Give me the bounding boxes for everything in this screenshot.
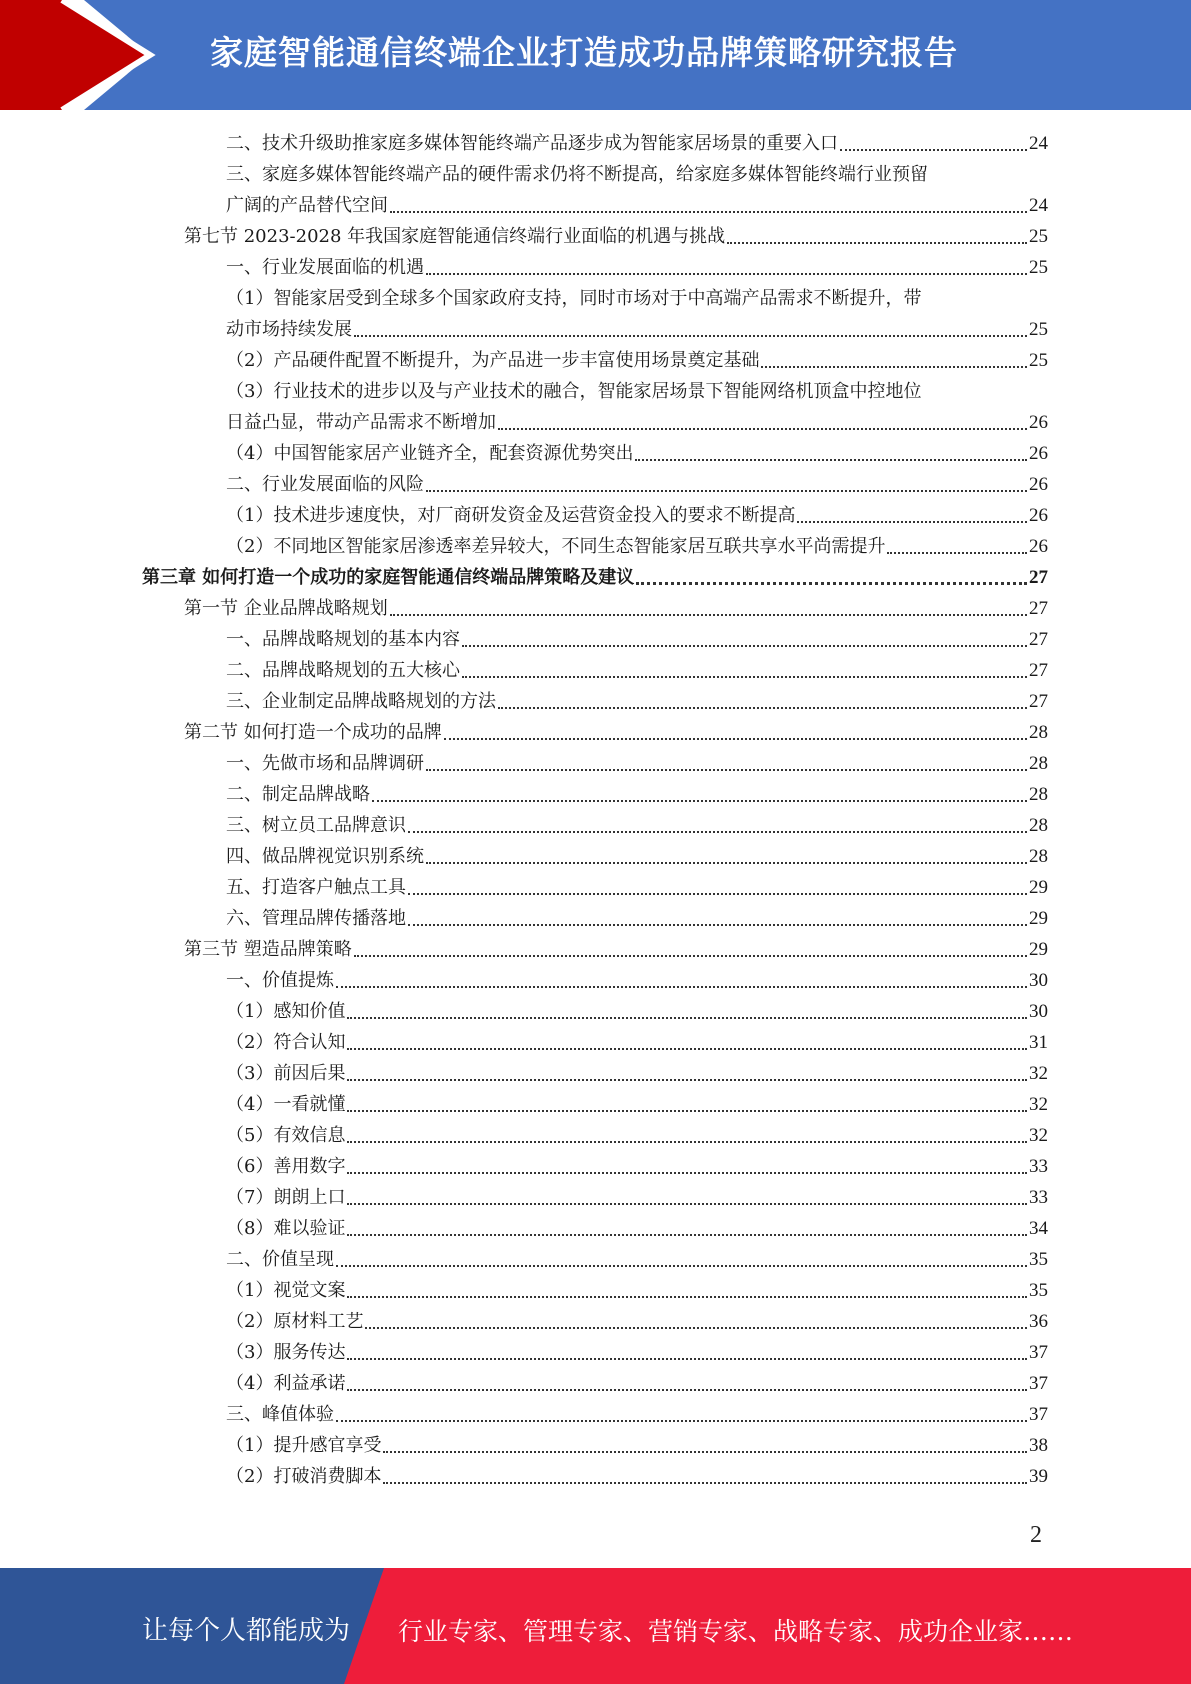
toc-entry[interactable]: 一、价值提炼 30	[226, 970, 1048, 991]
toc-entry[interactable]: （8）难以验证 34	[226, 1218, 1048, 1239]
toc-entry[interactable]: 二、制定品牌战略 28	[226, 784, 1048, 805]
toc-entry[interactable]: （4）利益承诺 37	[226, 1373, 1048, 1394]
toc-entry[interactable]: 二、品牌战略规划的五大核心 27	[226, 660, 1048, 681]
toc-entry[interactable]: （2）打破消费脚本 39	[226, 1466, 1048, 1487]
toc-entry[interactable]: （4）中国智能家居产业链齐全，配套资源优势突出 26	[226, 443, 1048, 464]
footer-slogan-left: 让每个人都能成为	[142, 1616, 351, 1646]
toc-entry[interactable]: （1）感知价值 30	[226, 1001, 1048, 1022]
toc-entry[interactable]: 二、技术升级助推家庭多媒体智能终端产品逐步成为智能家居场景的重要入口 24	[226, 133, 1048, 154]
toc-entry[interactable]: （5）有效信息 32	[226, 1125, 1048, 1146]
toc-entry[interactable]: 二、行业发展面临的风险 26	[226, 474, 1048, 495]
toc-entry-line[interactable]: （1）智能家居受到全球多个国家政府支持，同时市场对于中高端产品需求不断提升，带	[226, 288, 922, 309]
toc-entry-line[interactable]: 三、家庭多媒体智能终端产品的硬件需求仍将不断提高，给家庭多媒体智能终端行业预留	[226, 164, 928, 185]
toc-entry[interactable]: （1）视觉文案 35	[226, 1280, 1048, 1301]
toc-entry[interactable]: 一、品牌战略规划的基本内容 27	[226, 629, 1048, 650]
toc-entry-line[interactable]: （3）行业技术的进步以及与产业技术的融合，智能家居场景下智能网络机顶盒中控地位	[226, 381, 922, 402]
toc-chapter[interactable]: 第三章 如何打造一个成功的家庭智能通信终端品牌策略及建议 27	[142, 567, 1048, 588]
toc-entry[interactable]: 动市场持续发展 25	[226, 319, 1048, 340]
toc-section[interactable]: 第二节 如何打造一个成功的品牌 28	[184, 722, 1048, 743]
toc-entry[interactable]: （2）符合认知 31	[226, 1032, 1048, 1053]
toc-entry[interactable]: 三、树立员工品牌意识 28	[226, 815, 1048, 836]
toc-entry[interactable]: （1）技术进步速度快，对厂商研发资金及运营资金投入的要求不断提高 26	[226, 505, 1048, 526]
toc-entry[interactable]: 三、企业制定品牌战略规划的方法 27	[226, 691, 1048, 712]
toc-entry[interactable]: （7）朗朗上口 33	[226, 1187, 1048, 1208]
page-footer	[0, 1568, 1191, 1684]
toc-section[interactable]: 第三节 塑造品牌策略 29	[184, 939, 1048, 960]
page-header	[0, 0, 1191, 110]
toc-entry[interactable]: 四、做品牌视觉识别系统 28	[226, 846, 1048, 867]
toc-section[interactable]: 第一节 企业品牌战略规划 27	[184, 598, 1048, 619]
toc-entry[interactable]: （2）产品硬件配置不断提升，为产品进一步丰富使用场景奠定基础 25	[226, 350, 1048, 371]
page-number: 2	[1030, 1522, 1042, 1548]
toc-entry[interactable]: 日益凸显，带动产品需求不断增加 26	[226, 412, 1048, 433]
toc-entry[interactable]: 一、行业发展面临的机遇 25	[226, 257, 1048, 278]
toc-entry[interactable]: （3）服务传达 37	[226, 1342, 1048, 1363]
toc-entry[interactable]: 六、管理品牌传播落地 29	[226, 908, 1048, 929]
toc-entry[interactable]: （2）不同地区智能家居渗透率差异较大，不同生态智能家居互联共享水平尚需提升 26	[226, 536, 1048, 557]
toc-entry[interactable]: （3）前因后果 32	[226, 1063, 1048, 1084]
toc-entry[interactable]: 五、打造客户触点工具 29	[226, 877, 1048, 898]
toc-entry[interactable]: （6）善用数字 33	[226, 1156, 1048, 1177]
toc-entry[interactable]: （4）一看就懂 32	[226, 1094, 1048, 1115]
toc-entry[interactable]: 二、价值呈现 35	[226, 1249, 1048, 1270]
toc-entry[interactable]: （1）提升感官享受 38	[226, 1435, 1048, 1456]
report-title: 家庭智能通信终端企业打造成功品牌策略研究报告	[210, 33, 958, 72]
toc-section[interactable]: 第七节 2023-2028 年我国家庭智能通信终端行业面临的机遇与挑战 25	[184, 226, 1048, 247]
toc-entry[interactable]: （2）原材料工艺 36	[226, 1311, 1048, 1332]
toc-entry[interactable]: 广阔的产品替代空间 24	[226, 195, 1048, 216]
footer-slogan-right: 行业专家、管理专家、营销专家、战略专家、成功企业家……	[398, 1617, 1074, 1646]
toc-entry[interactable]: 三、峰值体验 37	[226, 1404, 1048, 1425]
toc-entry[interactable]: 一、先做市场和品牌调研 28	[226, 753, 1048, 774]
